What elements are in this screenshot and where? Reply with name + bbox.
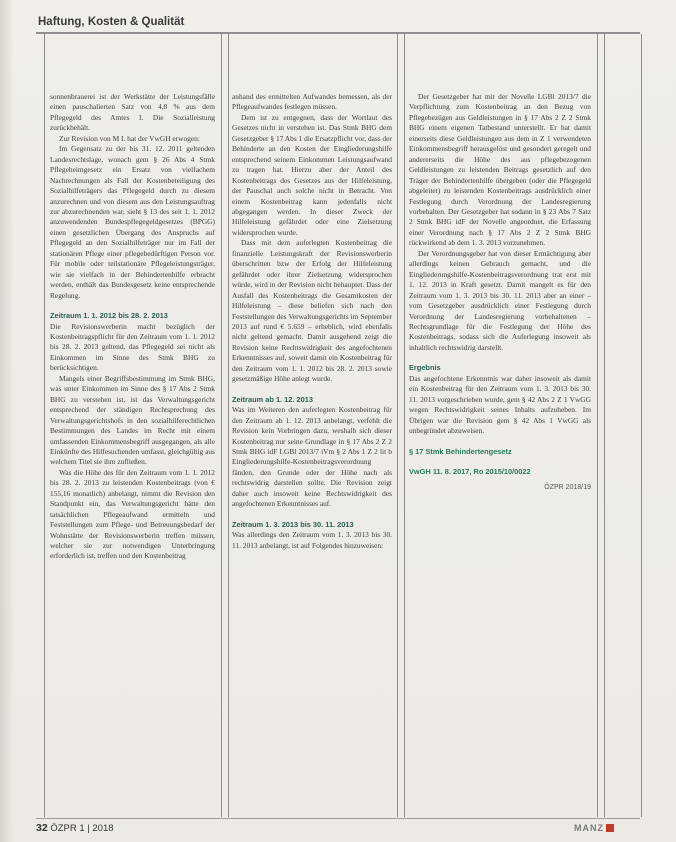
page-number: 32 <box>36 822 48 834</box>
body-paragraph: anhand des ermittelten Aufwandes bemessen, als der Pflegeaufwandes festlegen müssen. <box>232 92 392 112</box>
section-heading: Zeitraum 1. 1. 2012 bis 28. 2. 2013 <box>50 311 168 321</box>
body-paragraph: Was die Höhe des für den Zeitraum vom 1. 1. 2012 bis 28. 2. 2013 zu leistenden Kostenbeitrags (von € 155,16 monatlich) anbelangt, nimmt die Revision den Standpunkt ein, das Verwaltungsgericht hätte den tatsächlichen Pflegeaufwand ermitteln und Feststellungen zum Pflege- und Betreuungsbedarf der Wohnstätte der Revisionswerberin treffen müssen, welcher sie zur notwendigen Unterbringung erforderlich ist, treffen und den Kostenbeitrag <box>50 467 215 561</box>
body-paragraph: Was allerdings den Zeitraum vom 1. 3. 2013 bis 30. 11. 2013 anbelangt, ist auf Folgendes hinzuweisen: <box>232 530 392 550</box>
page-shadow <box>0 0 14 842</box>
body-paragraph: Die Revisionswerberin macht bezüglich der Kostenbeitragspflicht für den Zeitraum vom 1. 1. 2012 bis 28. 2. 2013 geltend, das Pflegegeld sei nicht als Einkommen im Sinne des Stmk BHG zu berücksichtigen. <box>50 321 215 373</box>
body-paragraph: Was im Weiteren den auferlegten Kostenbeitrag für den Zeitraum ab 1. 12. 2013 anbelangt, verfehlt die Revision kein Vorbringen dazu, weshalb sich dieser Kostenbeitrag nur seine Grundlage in § 17 Abs 2 Z 2 Stmk BHG idF LGBl 2013/7 iVm § 2 Abs 1 Z 2 lit b Eingliederungshilfe-Kostenbeitragsverordnung fänden, den Grunde oder der Höhe nach als rechtswidrig darstellen sollte. Die Revision zeigt daher auch insoweit keine Rechtswidrigkeit des angefochtenen Erkenntnisses auf. <box>232 405 392 509</box>
section-heading: Zeitraum ab 1. 12. 2013 <box>232 394 313 404</box>
text-column-2 <box>232 92 392 814</box>
column-frame-margin <box>604 34 642 817</box>
publisher-name: MANZ <box>574 823 604 833</box>
body-paragraph: Dem ist zu entgegnen, dass der Wortlaut des Gesetzes nicht in verstehen ist. Das Stmk BHG dem Gesetzgeber § 17 Abs 1 die Ersatzpflicht vor, dass der Behinderte an den Kosten der Eingliederungshilfe entsprechend seinem Einkommen Leistungsaufwand zu tragen hat. Hierzu aber der Anteil des Kostenbeitrags des Gesetzes aus der Hilfeleistung, der Pauschal auch solche nicht in Betracht. Von einem Kostenbeitrag kann jedenfalls nicht abgegangen werden. In dieser Zweck der Hilfeleistung gefährdet oder eine Zielsetzung widersprochen wurde. <box>232 112 392 237</box>
body-paragraph: sonnenbrauerei ist der Werkstätte der Leistungsfälle einen pauschalierten Satz von 4,8 % aus dem Pflegegeld des Amtes I. Die Sozialleistung zurückbehält. <box>50 92 215 133</box>
text-column-1 <box>50 92 215 814</box>
source-reference: ÖZPR 2018/19 <box>544 484 591 492</box>
body-paragraph: Dass mit dem auferlegten Kostenbeitrag die finanzielle Leistungskraft der Revisionswerberin überschritten bzw der Erfolg der Hilfeleistung gefährdet oder ihrer Zielsetzung widersprochen würde, wird in der Revision nicht behauptet. Dass der Ausfall des Kostenbeitrags die Gesamtkosten der Hilfeleistung – diese beliefen sich nach den Feststellungen des Verwaltungsgerichts im September 2013 auf rund € 5.659 – erheblich, wird ebenfalls nicht geltend gemacht. Damit ausgehend zeigt die Revision keine Rechtswidrigkeit des angefochtenen Erkenntnisses auf, soweit damit ein Kostenbeitrag für den Zeitraum vom 1. 1. 2012 bis 28. 2. 2013 sowie gesetzmäßige Höhe anlegt wurde. <box>232 238 392 384</box>
section-heading: Ergebnis <box>409 363 441 373</box>
publisher-mark-icon <box>606 824 614 832</box>
body-paragraph: Mangels einer Begriffsbestimmung im Stmk BHG, was unter Einkommen im Sinne des § 17 Abs 2 Stmk BHG zu verstehen ist, ist das Verwaltungsgericht entsprechend der ständigen Rechtsprechung des Verwaltungsgerichtshofs in den sozialhilferechtlichen Bestimmungen des Landes im Recht mit einem umfassenden Einkommensbegriff ausgegangen, als alle Einkünfte des Hilfesuchenden umfasst, gleichgültig aus welchem Titel sie ihm zufließen. <box>50 373 215 467</box>
body-paragraph: Der Gesetzgeber hat mit der Novelle LGBl 2013/7 die Verpflichtung zum Kostenbeitrag an den Bezug von Pflegebezügen aus Geldleistungen in § 17 Abs 2 Z 2 Stmk BHG einem eigenen Tatbestand unterstellt. Er hat damit einerseits diese Geldleistungen aus dem in Z 1 verwendeten Einkommensbegriff herausgelöst und gesondert geregelt und andererseits die Höhe des aus pflegebezogenen Geldleistungen zu leistenden Beitrags gesetzlich auf den Träger der Behindertenhilfe übergeben (oder die Pflegegeld abgeleitet) zu leistenden Kostenbeitrags ausdrücklich einer Festlegung durch Verordnung der Landesregierung vorbehalten. Der Gesetzgeber hat sodann in § 23 Abs 7 Satz 2 Stmk BHG idF der Novelle angeordnet, die Erfassung einer Verordnung nach § 17 Abs 2 Z 2 Stmk BHG rückwirkend ab dem 1. 3. 2013 vorzunehmen. <box>409 92 591 248</box>
citation-heading: VwGH 11. 8. 2017, Ro 2015/10/0022 <box>409 466 531 476</box>
publisher-logo <box>574 823 614 833</box>
section-heading: Zeitraum 1. 3. 2013 bis 30. 11. 2013 <box>232 519 354 529</box>
body-paragraph: Zur Revision von M I. hat der VwGH erwogen: <box>59 133 200 143</box>
body-paragraph: Der Verordnungsgeber hat von dieser Ermächtigung aber allerdings keinen Gebrauch gemacht, und die Eingliederungshilfe-Kostenbeitragsverordnung trat erst mit 1. 12. 2013 in Kraft gesetzt. Damit mangelt es für den Zeitraum vom 1. 3. 2013 bis 30. 11. 2013 aber an einer – vom Gesetzgeber ausdrücklich einer Festlegung durch Verordnung der Landesregierung vorbehaltenen – Rechtsgrundlage für die Festlegung der Höhe des Kostenbeitrags, sodass sich die Auferlegung insoweit als inhaltlich rechtswidrig darstellt. <box>409 248 591 352</box>
page-footer <box>36 822 114 834</box>
running-header: Haftung, Kosten & Qualität <box>38 16 185 28</box>
text-column-3 <box>409 92 591 814</box>
body-paragraph: Das angefochtene Erkenntnis war daher insoweit als damit ein Kostenbeitrag für den Zeitraum vom 1. 3. 2013 bis 30. 11. 2013 vorgeschrieben wurde, gem § 42 Abs 2 Z 1 VwGG wegen Rechtswidrigkeit seines Inhalts aufzuheben. Im Übrigen war die Revision gem § 42 Abs 1 VwGG als unbegründet abzuweisen. <box>409 373 591 436</box>
journal-issue: ÖZPR 1 | 2018 <box>50 823 114 834</box>
citation-heading: § 17 Stmk Behindertengesetz <box>409 446 512 456</box>
body-paragraph: Im Gegensatz zu der bis 31. 12. 2011 geltenden Landesrechtslage, wonach gem § 26 Abs 4 Stmk Pflegeheimgesetz ein Ersatz von vielfachem Nachrechnungen als Fall der Kostenbeteiligung des Sozialhilfeträgers das Pflegegeld durch zu diesem anzurechnen und von diesem aus den Leistungsauftrag zur abzurechnenden war, sieht § 13 des seit 1. 1. 2012 anzuwendenden Bundespflegegeldgesetzes (BPGG) einen gesetzlichen Übergang des Anspruchs auf Pflegegeld an den Sozialhilfeträger nur im Fall der stationären Pflege einer pflegebedürftigen Person vor. Für mobile oder teilstationäre Pflegeleistungsträger, wie sie vielfach in der Behindertenhilfe erbracht werden, enthält das Bundesgesetz keine entsprechende Regelung. <box>50 144 215 300</box>
footer-rule <box>36 818 640 819</box>
